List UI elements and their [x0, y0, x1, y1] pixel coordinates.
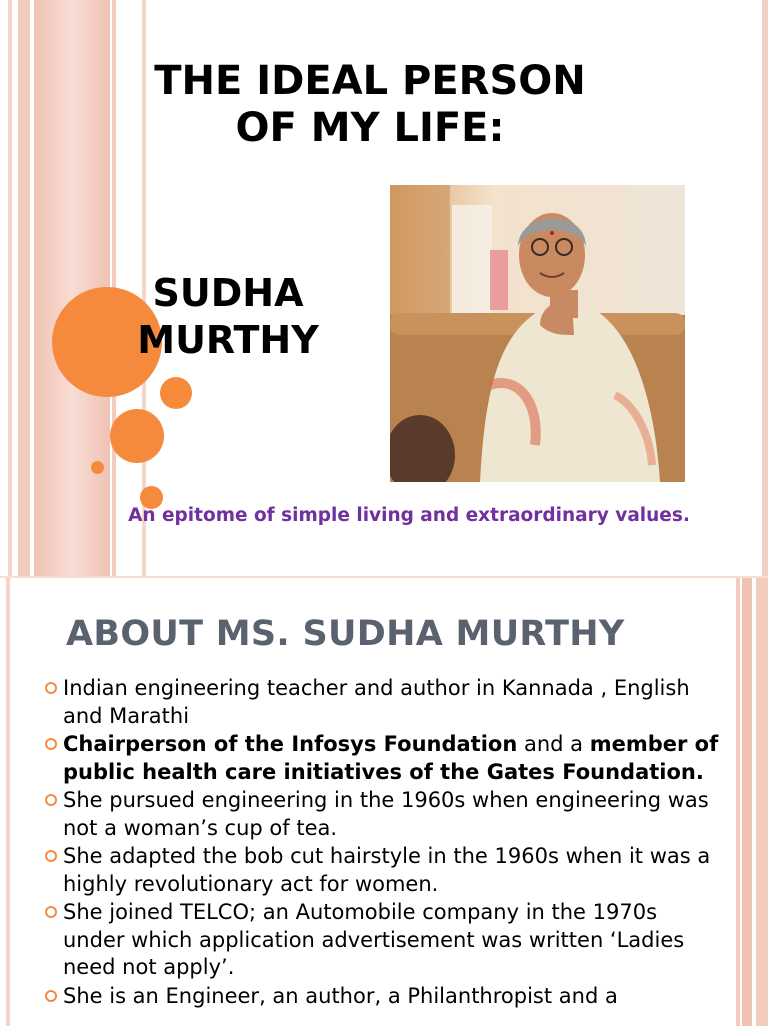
- ring-bullet-icon: [45, 682, 57, 694]
- ring-bullet-icon: [45, 990, 57, 1002]
- bullet-text-bold: Chairperson of the Infosys Foundation: [63, 732, 518, 756]
- ring-bullet-icon: [45, 794, 57, 806]
- about-bullet-list: [44, 675, 724, 1011]
- list-item: [44, 983, 724, 1011]
- decor-circle: [91, 461, 104, 474]
- person-name: [110, 270, 346, 364]
- title-line-1: THE IDEAL PERSON: [154, 58, 586, 104]
- about-slide: [0, 576, 768, 1026]
- bullet-text: She joined TELCO; an Automobile company in the 1970s under which application advertisement was written ‘Ladies need not apply’.: [63, 900, 685, 979]
- decor-stripe: [742, 578, 752, 1026]
- bullet-text: and a: [517, 732, 590, 756]
- bullet-text: She pursued engineering in the 1960s when engineering was not a woman’s cup of tea.: [63, 788, 709, 840]
- bullet-text-bold: member of public health care initiatives of the Gates Foundation.: [63, 732, 719, 784]
- list-item: [44, 731, 724, 786]
- decor-stripe: [6, 578, 10, 1026]
- bullet-text: Indian engineering teacher and author in Kannada , English and Marathi: [63, 676, 690, 728]
- portrait-photo: [390, 185, 685, 482]
- portrait-illustration: [390, 185, 685, 482]
- decor-stripe: [762, 0, 768, 576]
- ring-bullet-icon: [45, 738, 57, 750]
- decor-stripe: [736, 578, 740, 1026]
- name-line-2: MURTHY: [137, 318, 319, 362]
- bullet-text: She is an Engineer, an author, a Philanthropist and a: [63, 983, 618, 1008]
- ring-bullet-icon: [45, 850, 57, 862]
- decor-stripe: [756, 578, 768, 1026]
- decor-stripe: [8, 0, 12, 576]
- title-line-2: OF MY LIFE:: [235, 105, 505, 151]
- decor-circle: [110, 409, 164, 463]
- list-item: [44, 843, 724, 898]
- slide-title: [100, 58, 640, 152]
- tagline: An epitome of simple living and extraordinary values.: [128, 505, 690, 526]
- about-heading: ABOUT MS. SUDHA MURTHY: [66, 614, 625, 654]
- ring-bullet-icon: [45, 906, 57, 918]
- list-item: [44, 675, 724, 730]
- bullet-text: She adapted the bob cut hairstyle in the 1960s when it was a highly revolutionary act for women.: [63, 844, 711, 896]
- name-line-1: SUDHA: [152, 271, 304, 315]
- decor-circle: [160, 377, 192, 409]
- decor-stripe: [18, 0, 30, 576]
- list-item: [44, 787, 724, 842]
- list-item: [44, 899, 724, 982]
